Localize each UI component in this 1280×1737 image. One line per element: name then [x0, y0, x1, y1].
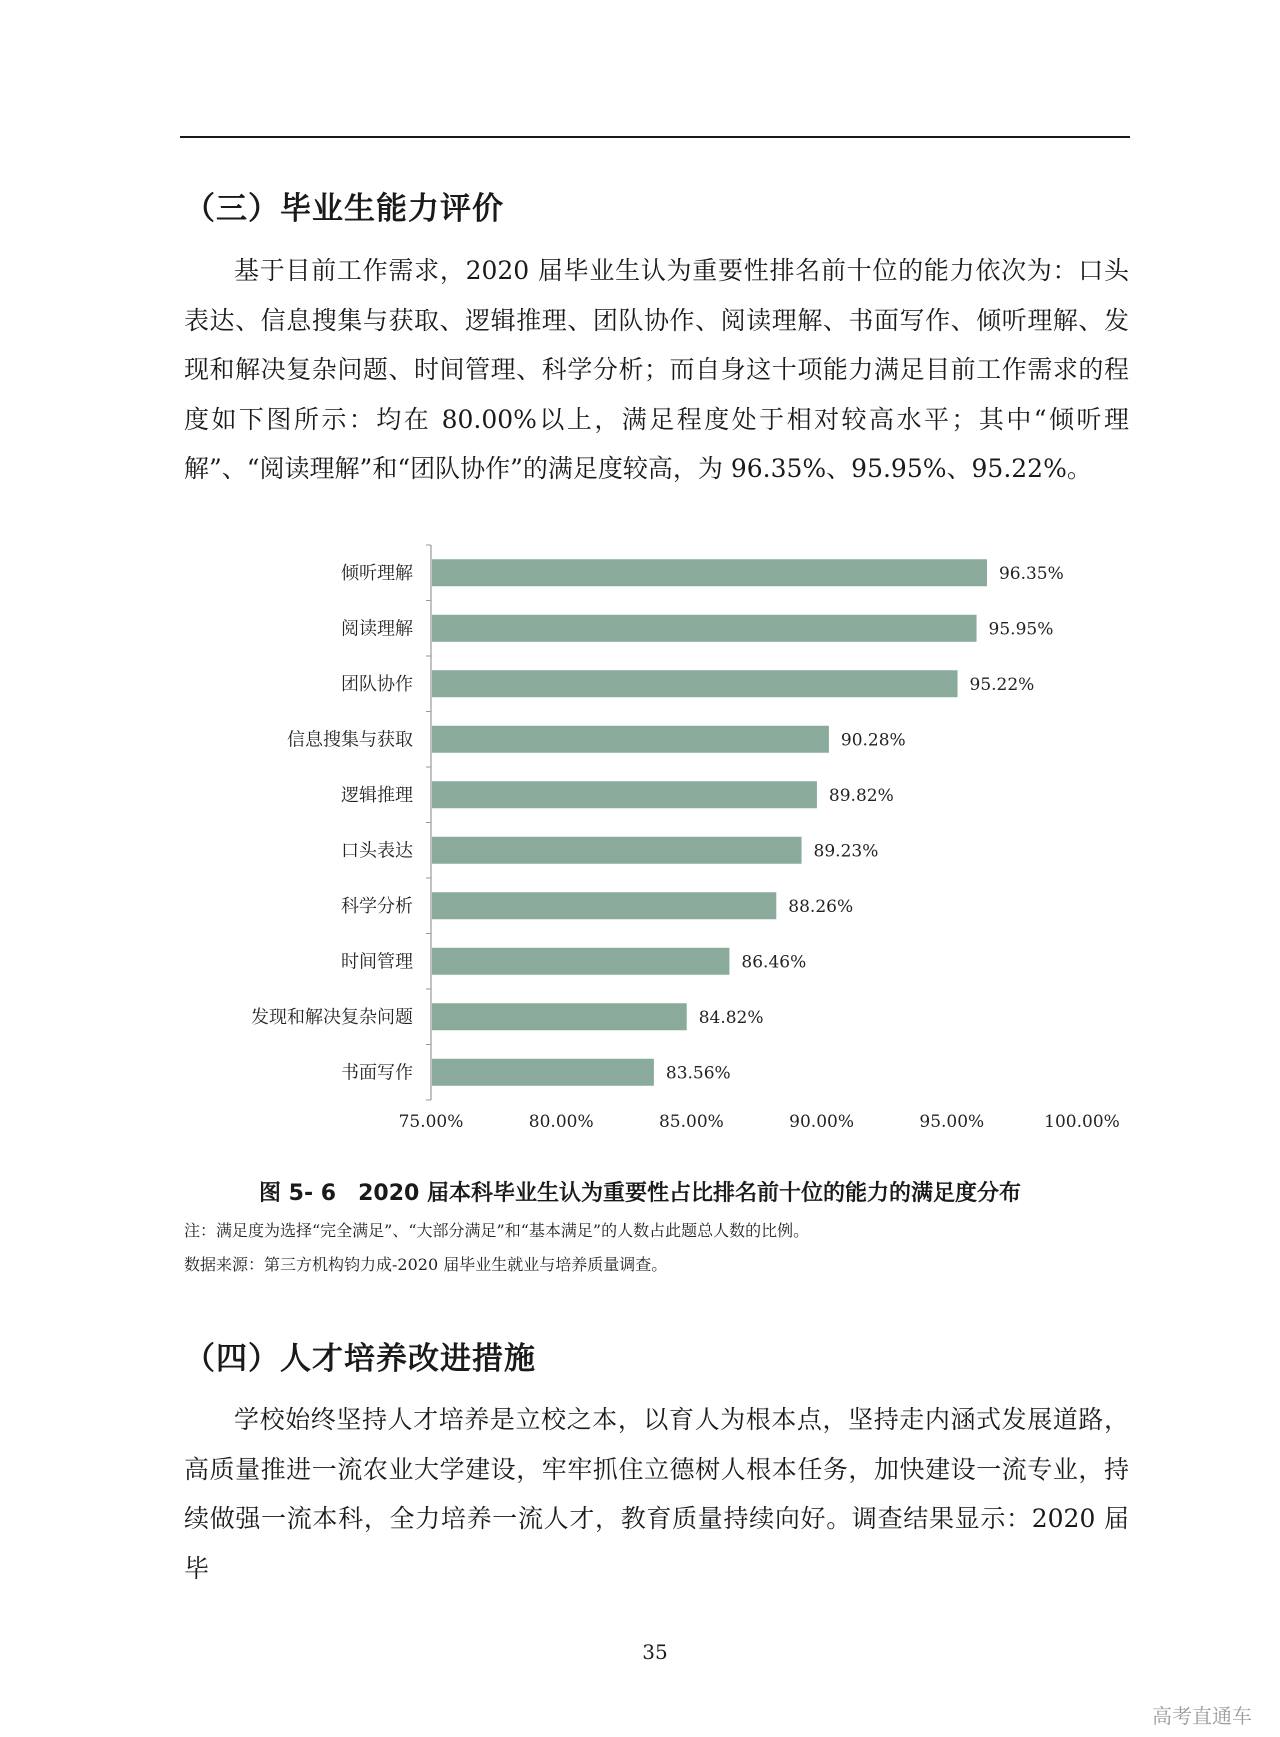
figure-note: 注：满足度为选择“完全满足”、“大部分满足”和“基本满足”的人数占此题总人数的比例。 — [184, 1221, 810, 1240]
category-label: 发现和解决复杂问题 — [251, 1006, 413, 1028]
figure-caption: 图 5- 6 2020 届本科毕业生认为重要性占比排名前十位的能力的满足度分布 — [259, 1181, 1021, 1206]
data-label: 90.28% — [840, 730, 906, 751]
bar — [432, 892, 776, 919]
category-label: 口头表达 — [341, 840, 413, 862]
section3-heading: （三）毕业生能力评价 — [184, 191, 504, 227]
x-tick-label: 90.00% — [789, 1112, 855, 1132]
section4-heading: （四）人才培养改进措施 — [184, 1341, 536, 1377]
category-label: 团队协作 — [341, 673, 413, 695]
x-tick-label: 80.00% — [528, 1112, 594, 1132]
section3-paragraph: 基于目前工作需求，2020 届毕业生认为重要性排名前十位的能力依次为：口头表达、信息搜集与获取、逻辑推理、团队协作、阅读理解、书面写作、倾听理解、发现和解决复杂问题、时间管理、科学分析；而自身这十项能力满足目前工作需求的程度如下图所示：均在 80.00%以上，满足程度处于相对较高水平；其中“倾听理解”、“阅读理解”和“团队协作”的满足度较高，为 96.35%、95.95%、95.22%。 — [184, 256, 1129, 483]
data-label: 89.23% — [813, 841, 879, 862]
category-label: 科学分析 — [341, 895, 413, 917]
category-label: 阅读理解 — [341, 618, 413, 640]
data-label: 86.46% — [741, 952, 807, 973]
x-tick-label: 100.00% — [1044, 1112, 1120, 1132]
category-label: 时间管理 — [341, 951, 413, 973]
bar — [432, 615, 977, 642]
bar — [432, 1003, 687, 1030]
data-label: 88.26% — [788, 896, 854, 917]
figure-source: 数据来源：第三方机构钧力成-2020 届毕业生就业与培养质量调查。 — [184, 1255, 668, 1274]
data-label: 83.56% — [665, 1063, 731, 1084]
data-label: 95.22% — [969, 674, 1035, 695]
bar — [432, 726, 829, 753]
data-label: 96.35% — [998, 563, 1064, 584]
bar — [432, 948, 729, 975]
x-tick-label: 75.00% — [398, 1112, 464, 1132]
data-label: 84.82% — [698, 1007, 764, 1028]
bar — [432, 1059, 654, 1086]
watermark: 高考直通车 — [1152, 1704, 1252, 1728]
bar — [432, 559, 987, 586]
bar — [432, 670, 958, 697]
category-label: 逻辑推理 — [341, 784, 413, 806]
category-label: 书面写作 — [341, 1062, 413, 1084]
x-tick-label: 85.00% — [658, 1112, 724, 1132]
section4-paragraph: 学校始终坚持人才培养是立校之本，以育人为根本点，坚持走内涵式发展道路，高质量推进一流农业大学建设，牢牢抓住立德树人根本任务，加快建设一流专业，持续做强一流本科，全力培养一流人才，教育质量持续向好。调查结果显示：2020 届毕 — [184, 1405, 1129, 1583]
category-label: 信息搜集与获取 — [287, 729, 413, 751]
category-label: 倾听理解 — [341, 562, 413, 584]
bar — [432, 837, 802, 864]
data-label: 89.82% — [828, 785, 894, 806]
data-label: 95.95% — [988, 619, 1054, 640]
page-number: 35 — [642, 1640, 668, 1664]
bar — [432, 781, 817, 808]
x-tick-label: 95.00% — [919, 1112, 985, 1132]
